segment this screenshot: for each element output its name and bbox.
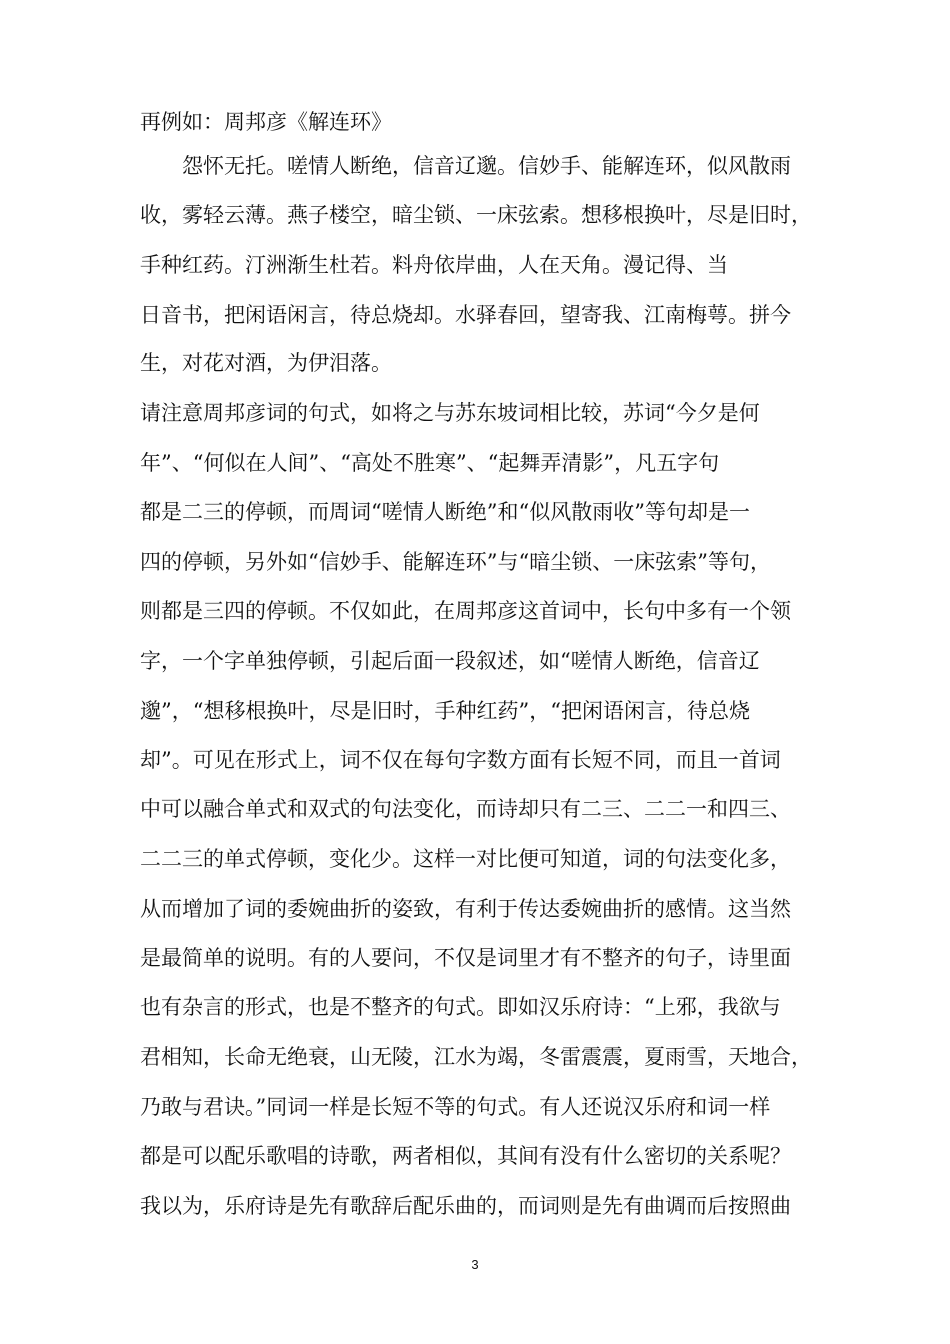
body-line: 都是可以配乐歌唱的诗歌，两者相似，其间有没有什么密切的关系呢？ bbox=[140, 1144, 791, 1168]
body-line: 乃敢与君诀。”同词一样是长短不等的句式。有人还说汉乐府和词一样 bbox=[140, 1095, 771, 1119]
body-line: 邈”，“想移根换叶，尽是旧时，手种红药”，“把闲语闲言，待总烧 bbox=[140, 699, 750, 723]
body-line: 君相知，长命无绝衰，山无陵，江水为竭，冬雷震震，夏雨雪，天地合， bbox=[140, 1045, 812, 1069]
body-line: 则都是三四的停顿。不仅如此，在周邦彦这首词中，长句中多有一个领 bbox=[140, 599, 791, 623]
body-line: 我以为，乐府诗是先有歌辞后配乐曲的，而词则是先有曲调而后按照曲 bbox=[140, 1194, 791, 1218]
body-line: 中可以融合单式和双式的句法变化，而诗却只有二三、二二一和四三、 bbox=[140, 797, 791, 821]
body-line: 从而增加了词的委婉曲折的姿致，有利于传达委婉曲折的感情。这当然 bbox=[140, 897, 791, 921]
body-line: 都是二三的停顿，而周词“嗟情人断绝”和“似风散雨收”等句却是一 bbox=[140, 500, 750, 524]
body-line: 四的停顿，另外如“信妙手、能解连环”与“暗尘锁、一床弦索”等句， bbox=[140, 550, 771, 574]
body-line: 却”。可见在形式上，词不仅在每句字数方面有长短不同，而且一首词 bbox=[140, 748, 781, 772]
poem-line: 收，雾轻云薄。燕子楼空，暗尘锁、一床弦索。想移根换叶，尽是旧时， bbox=[140, 203, 812, 227]
poem-line: 手种红药。汀洲渐生杜若。料舟依岸曲，人在天角。漫记得、当 bbox=[140, 253, 728, 277]
body-line: 年”、“何似在人间”、“高处不胜寒”、“起舞弄清影”，凡五字句 bbox=[140, 451, 720, 475]
poem-line: 日音书，把闲语闲言，待总烧却。水驿春回，望寄我、江南梅萼。拼今 bbox=[140, 303, 791, 327]
body-line: 请注意周邦彦词的句式，如将之与苏东坡词相比较，苏词“今夕是何 bbox=[140, 401, 760, 425]
section-heading: 再例如：周邦彦《解连环》 bbox=[140, 110, 392, 134]
body-line: 二二三的单式停顿，变化少。这样一对比便可知道，词的句法变化多， bbox=[140, 847, 791, 871]
page-number: 3 bbox=[471, 1257, 479, 1272]
poem-line: 生，对花对酒，为伊泪落。 bbox=[140, 351, 392, 375]
body-line: 字，一个字单独停顿，引起后面一段叙述，如“嗟情人断绝，信音辽 bbox=[140, 649, 760, 673]
poem-line: 怨怀无托。嗟情人断绝，信音辽邈。信妙手、能解连环，似风散雨 bbox=[182, 154, 791, 178]
body-line: 也有杂言的形式，也是不整齐的句式。即如汉乐府诗：“上邪，我欲与 bbox=[140, 995, 781, 1019]
body-line: 是最简单的说明。有的人要问，不仅是词里才有不整齐的句子，诗里面 bbox=[140, 946, 791, 970]
